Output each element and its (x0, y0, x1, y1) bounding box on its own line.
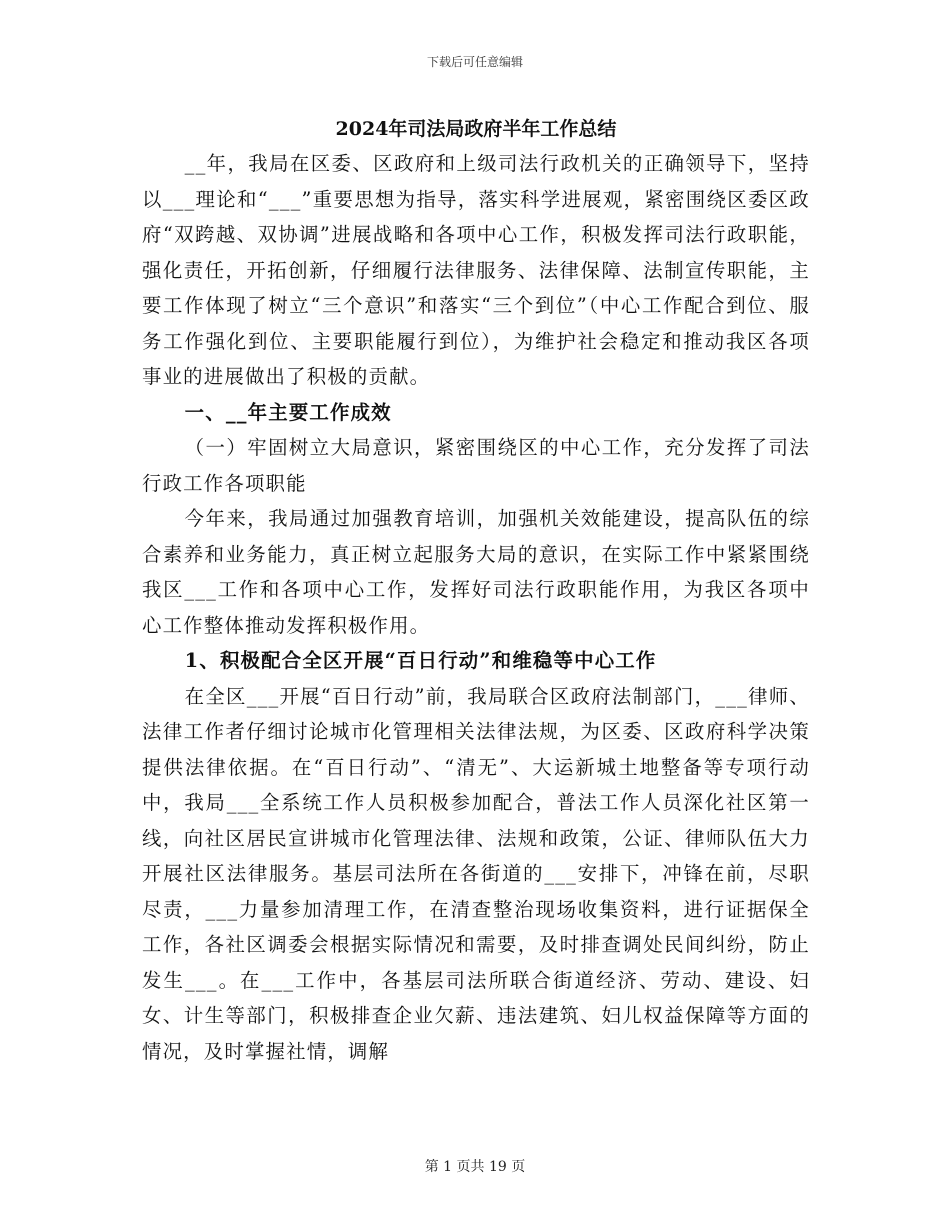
section-heading-main-achievements: 一、__年主要工作成效 (184, 400, 392, 424)
document-title: 2024年司法局政府半年工作总结 (335, 118, 617, 140)
item-heading-1: 1、积极配合全区开展“百日行动”和维稳等中心工作 (184, 649, 657, 672)
page-number-footer: 第 1 页共 19 页 (424, 1159, 526, 1175)
document-body (142, 112, 810, 1069)
body-paragraph: 今年来，我局通过加强教育培训，加强机关效能建设，提高队伍的综合素养和业务能力，真正树立起服务大局的意识，在实际工作中紧紧围绕我区___工作和各项中心工作，发挥好司法行政职能作用，为我区各项中心工作整体推动发挥积极作用。 (142, 507, 810, 637)
subsection-heading-1: （一）牢固树立大局意识，紧密围绕区的中心工作，充分发挥了司法行政工作各项职能 (142, 436, 810, 495)
intro-paragraph: __年，我局在区委、区政府和上级司法行政机关的正确领导下，坚持以___理论和“___”重要思想为指导，落实科学进展观，紧密围绕区委区政府“双跨越、双协调”进展战略和各项中心工作，积极发挥司法行政职能，强化责任，开拓创新，仔细履行法律服务、法律保障、法制宣传职能，主要工作体现了树立“三个意识”和落实“三个到位”（中心工作配合到位、服务工作强化到位、主要职能履行到位），为维护社会稳定和推动我区各项事业的进展做出了积极的贡献。 (142, 152, 810, 388)
body-paragraph-detail: 在全区___开展“百日行动”前，我局联合区政府法制部门，___律师、法律工作者仔细讨论城市化管理相关法律法规，为区委、区政府科学决策提供法律依据。在“百日行动”、“清无”、大运新城土地整备等专项行动中，我局___全系统工作人员积极参加配合，普法工作人员深化社区第一线，向社区居民宣讲城市化管理法律、法规和政策，公证、律师队伍大力开展社区法律服务。基层司法所在各街道的___安排下，冲锋在前，尽职尽责，___力量参加清理工作，在清查整治现场收集资料，进行证据保全工作，各社区调委会根据实际情况和需要，及时排查调处民间纠纷，防止发生___。在___工作中，各基层司法所联合街道经济、劳动、建设、妇女、计生等部门，积极排查企业欠薪、违法建筑、妇儿权益保障等方面的情况，及时掌握社情，调解 (142, 684, 810, 1063)
page-header-note: 下载后可任意编辑 (426, 55, 523, 69)
